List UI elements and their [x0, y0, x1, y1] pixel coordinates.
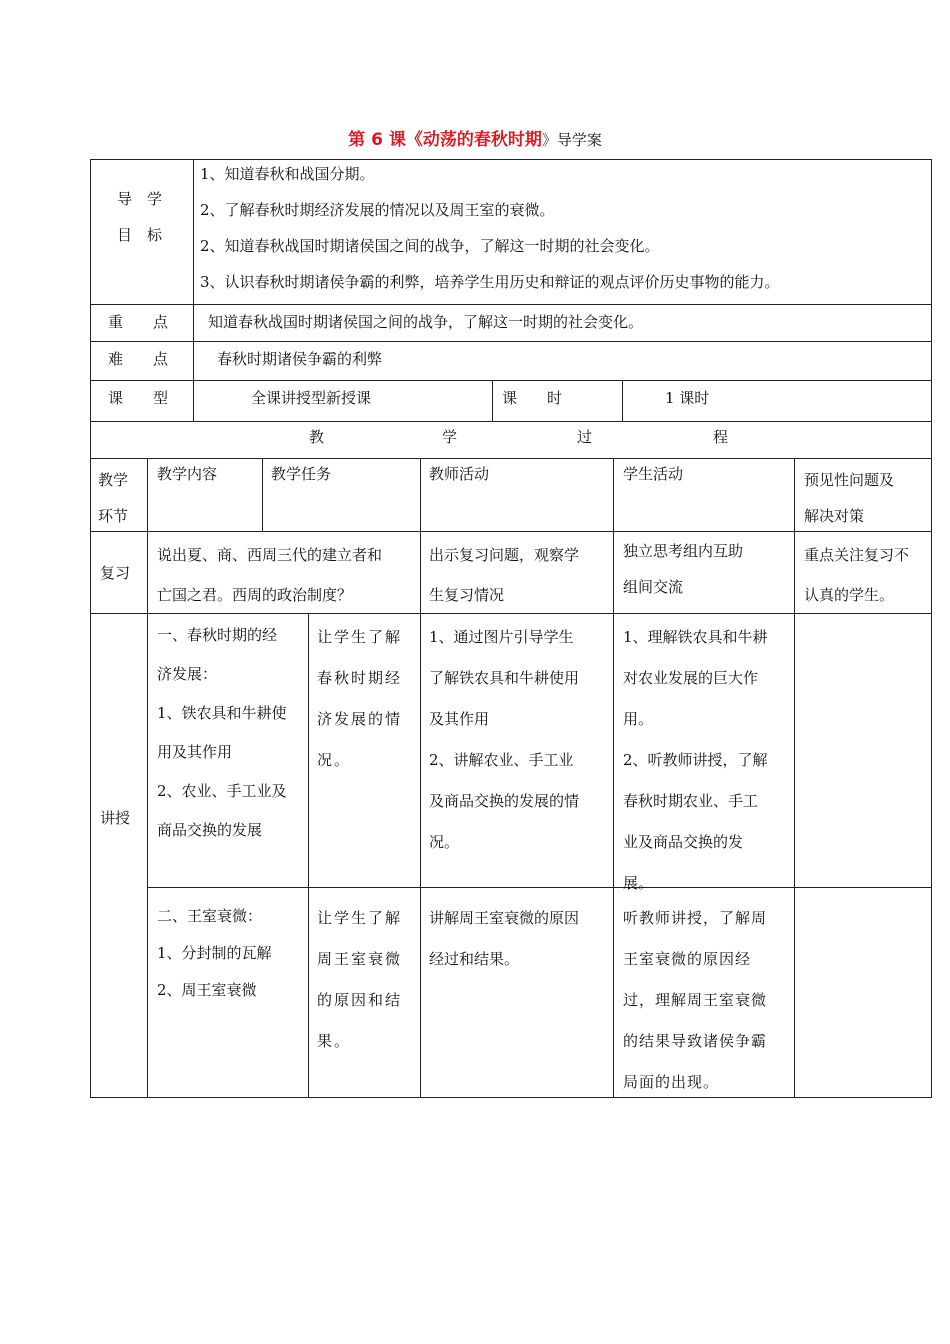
part1-student: 1、理解铁农具和牛耕 对农业发展的巨大作 用。 2、听教师讲授，了解 春秋时期农业、手工 业及商品交换的发 展。: [623, 628, 768, 892]
document-title: [0, 128, 950, 152]
review-student: 独立思考组内互助 组间交流: [623, 542, 744, 596]
part2-teacher: 讲解周王室衰微的原因 经过和结果。: [429, 909, 580, 968]
objective-item: 2、了解春秋时期经济发展的情况以及周王室的衰微。: [200, 201, 555, 219]
objective-item: 1、知道春秋和战国分期。: [200, 165, 375, 183]
title-suffix: 》导学案: [541, 131, 602, 149]
col-divider: [262, 458, 263, 531]
header-issues: 预见性问题及 解决对策: [804, 471, 895, 525]
row-divider: [90, 458, 932, 459]
col-divider: [794, 458, 795, 1098]
part2-student: 听教师讲授，了解周 王室衰微的原因经 过，理解周王室衰微 的结果导致诸侯争霸 局面的出现。: [623, 909, 768, 1091]
lesson-hours-label: 课 时: [502, 389, 563, 407]
process-heading-char: 过: [577, 428, 593, 446]
part1-teacher: 1、通过图片引导学生 了解铁农具和牛耕使用 及其作用 2、讲解农业、手工业 及商品交换的发展的情 况。: [429, 628, 580, 851]
title-main: 第 6 课《动荡的春秋时期: [348, 130, 542, 150]
key-point-value: 知道春秋战国时期诸侯国之间的战争，了解这一时期的社会变化。: [208, 313, 644, 331]
key-point-label: 重 点: [108, 313, 169, 331]
col-divider: [147, 458, 148, 1098]
objectives-label-1: 导 学: [117, 190, 163, 208]
review-issues: 重点关注复习不 认真的学生。: [804, 546, 910, 604]
difficulty-value: 春秋时期诸侯争霸的利弊: [217, 350, 383, 368]
col-divider: [420, 458, 421, 1098]
process-heading-char: 学: [442, 428, 458, 446]
col-divider: [308, 613, 309, 1098]
objectives-label-2: 目 标: [117, 226, 163, 244]
objective-item: 2、知道春秋战国时期诸侯国之间的战争，了解这一时期的社会变化。: [200, 237, 660, 255]
part2-content: 二、王室衰微： 1、分封制的瓦解 2、周王室衰微: [157, 907, 272, 999]
difficulty-label: 难 点: [108, 350, 169, 368]
process-heading-char: 程: [713, 428, 729, 446]
row-divider: [90, 341, 932, 342]
objective-item: 3、认识春秋时期诸侯争霸的利弊，培养学生用历史和辩证的观点评价历史事物的能力。: [200, 273, 780, 291]
review-content: 说出夏、商、西周三代的建立者和 亡国之君。西周的政治制度？: [157, 546, 383, 604]
header-task: 教学任务: [271, 465, 332, 483]
lesson-type-label: 课 型: [108, 389, 169, 407]
review-teacher: 出示复习问题，观察学 生复习情况: [429, 546, 580, 604]
row-divider: [90, 304, 932, 305]
row-divider: [147, 887, 932, 888]
header-content: 教学内容: [157, 465, 218, 483]
process-heading-char: 教: [309, 428, 325, 446]
col-divider: [492, 380, 493, 421]
lesson-type-value: 全课讲授型新授课: [251, 389, 372, 407]
lesson-hours-value: 1 课时: [665, 389, 710, 407]
part1-content: 一、春秋时期的经 济发展： 1、铁农具和牛耕使 用及其作用 2、农业、手工业及 商品交换的发展: [157, 626, 287, 839]
review-stage: 复习: [100, 564, 131, 582]
lecture-stage: 讲授: [100, 809, 131, 827]
row-divider: [90, 421, 932, 422]
col-divider: [193, 159, 194, 421]
row-divider: [90, 380, 932, 381]
part1-task: 让学生了解 春秋时期经 济发展的情 况。: [317, 628, 403, 769]
col-divider: [622, 380, 623, 421]
part2-task: 让学生了解 周王室衰微 的原因和结 果。: [317, 909, 403, 1050]
header-stage: 教学 环节: [98, 471, 129, 525]
header-teacher: 教师活动: [429, 465, 490, 483]
col-divider: [613, 458, 614, 1098]
header-student: 学生活动: [623, 465, 684, 483]
